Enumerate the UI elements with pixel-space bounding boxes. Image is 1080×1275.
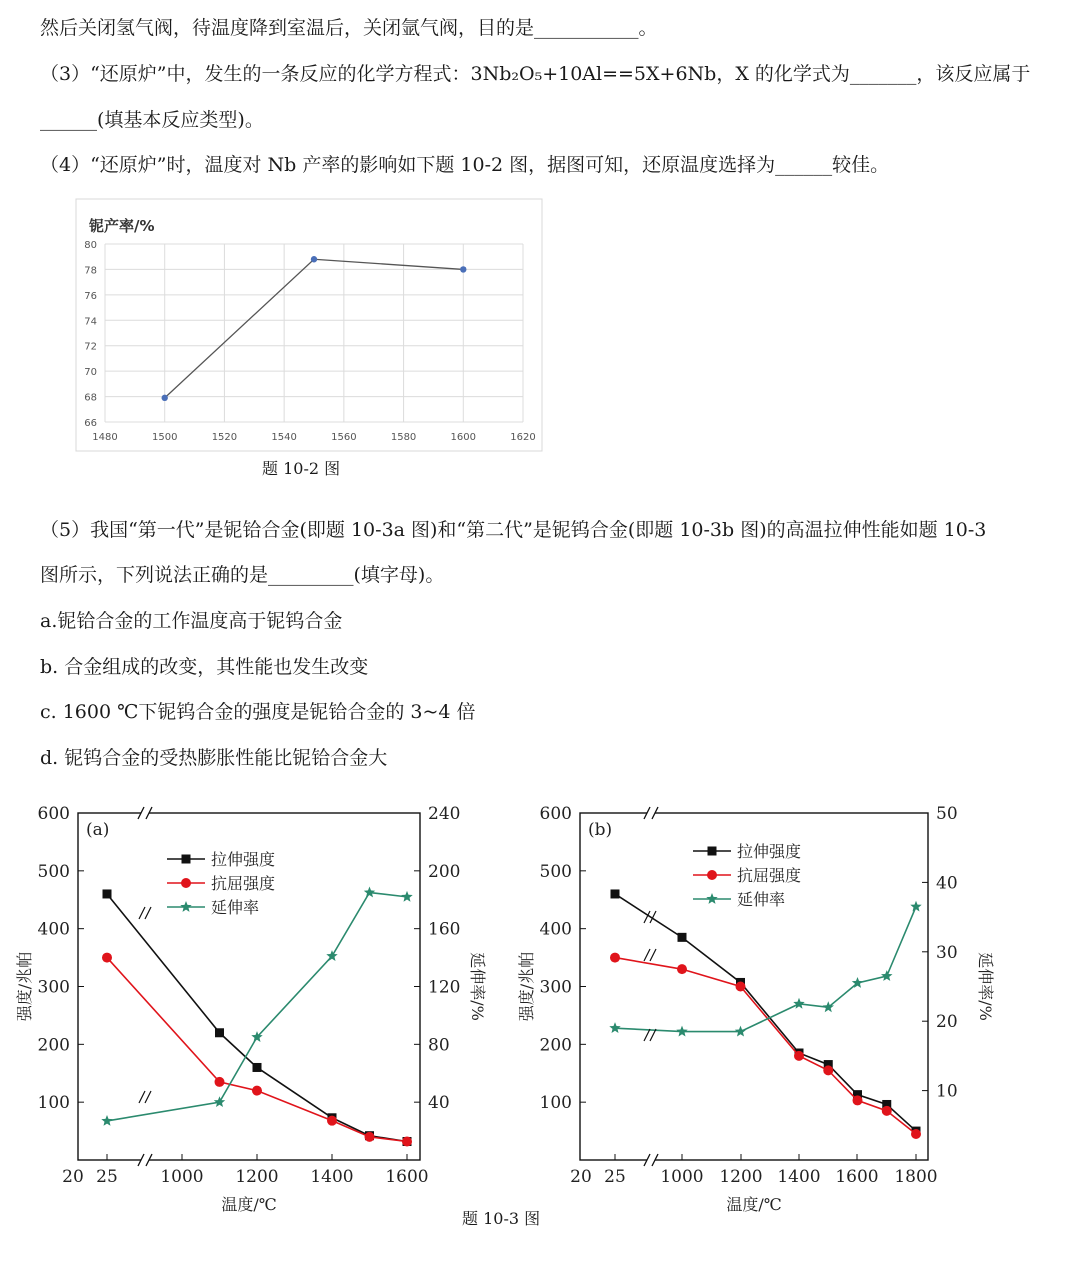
caption-fig-10-2: 题 10-2 图 [262, 459, 341, 478]
y-tick-label: 80 [84, 240, 97, 251]
legend-label: 抗屈强度 [211, 874, 276, 893]
marker-star [676, 1026, 687, 1037]
x-tick-label: 1580 [390, 432, 417, 443]
right-tick-label: 40 [428, 1093, 450, 1114]
y-axis-title-right: 延伸率/% [976, 952, 995, 1021]
x-tick-label: 1480 [92, 432, 118, 443]
marker-circle [911, 1129, 921, 1139]
marker-circle [181, 878, 191, 888]
text-line-6: 图所示，下列说法正确的是_________(填字母)。 [40, 564, 445, 586]
y-axis-title-left: 强度/兆帕 [15, 951, 34, 1022]
x-tick-label: 1620 [510, 432, 536, 443]
chart-title: 铌产率/% [89, 217, 155, 235]
data-point [311, 256, 317, 262]
y-tick-label: 76 [84, 290, 97, 302]
text-line-8: b. 合金组成的改变，其性能也发生改变 [40, 656, 369, 678]
marker-square [103, 889, 112, 898]
axis-break-gap [647, 807, 655, 819]
left-tick-label: 400 [37, 919, 70, 940]
legend-label: 抗屈强度 [737, 866, 802, 885]
line-break-mark [145, 1091, 151, 1103]
right-tick-label: 10 [936, 1081, 958, 1102]
line-break-mark [139, 1091, 145, 1103]
marker-star [609, 1022, 620, 1033]
axis-break-gap [141, 807, 149, 819]
y-tick-label: 66 [84, 418, 97, 429]
marker-star [214, 1096, 225, 1107]
chart-10-3a [10, 800, 500, 1214]
x-tick-label: 1800 [894, 1167, 938, 1187]
right-tick-label: 120 [428, 977, 461, 998]
marker-star [881, 970, 893, 981]
x-tick-label: 1500 [151, 432, 178, 443]
panel-label: (a) [86, 820, 110, 840]
x-tick-label: 1600 [385, 1167, 429, 1187]
marker-square [215, 1028, 224, 1037]
data-point [460, 266, 466, 272]
left-tick-label: 200 [37, 1035, 70, 1056]
left-tick-label: 400 [539, 919, 572, 940]
x-tick-label: 1000 [660, 1167, 704, 1187]
marker-circle [677, 964, 687, 974]
y-axis-title-right: 延伸率/% [468, 952, 487, 1021]
chart-nb-yield [75, 198, 545, 454]
left-tick-label: 300 [539, 977, 572, 998]
marker-star [823, 1001, 835, 1012]
y-tick-label: 74 [84, 316, 97, 328]
marker-circle [823, 1065, 833, 1075]
marker-square [182, 855, 191, 864]
left-tick-label: 100 [37, 1093, 70, 1114]
right-tick-label: 50 [936, 804, 958, 824]
text-line-3: ______(填基本反应类型)。 [40, 109, 264, 131]
marker-circle [882, 1106, 892, 1116]
marker-circle [853, 1095, 863, 1105]
marker-star [735, 1026, 746, 1037]
x-tick-label: 1520 [211, 432, 238, 443]
x-tick-label: 1600 [450, 432, 477, 443]
line-break-mark [644, 1029, 650, 1041]
marker-circle [610, 953, 620, 963]
x-axis-title: 温度/℃ [726, 1195, 782, 1214]
x-tick-label: 20 [570, 1167, 592, 1187]
text-line-4: （4）“还原炉”时，温度对 Nb 产率的影响如下题 10-2 图，据图可知，还原温度选择为______较佳。 [40, 154, 890, 176]
left-tick-label: 500 [37, 861, 70, 882]
x-tick-label: 1600 [835, 1167, 879, 1187]
y-tick-label: 72 [84, 341, 97, 353]
left-tick-label: 500 [539, 861, 572, 882]
left-tick-label: 300 [37, 977, 70, 998]
text-line-10: d. 铌钨合金的受热膨胀性能比铌铪合金大 [40, 747, 388, 769]
marker-star [180, 901, 191, 912]
x-tick-label: 1000 [160, 1167, 204, 1187]
text-line-7: a.铌铪合金的工作温度高于铌钨合金 [40, 610, 343, 632]
left-tick-label: 600 [37, 804, 70, 824]
line-break-mark [139, 907, 145, 919]
x-tick-label: 1200 [235, 1167, 279, 1187]
marker-circle [707, 870, 717, 880]
legend-label: 延伸率 [737, 890, 786, 909]
y-tick-label: 68 [84, 392, 97, 404]
y-tick-label: 70 [84, 367, 97, 379]
marker-square [708, 847, 717, 856]
marker-circle [736, 982, 746, 992]
marker-square [611, 889, 620, 898]
marker-star [364, 887, 375, 898]
line-break-mark [145, 907, 151, 919]
x-tick-label: 25 [604, 1167, 626, 1187]
legend-label: 拉伸强度 [737, 842, 802, 861]
marker-square [253, 1063, 262, 1072]
marker-star [706, 893, 717, 904]
marker-circle [252, 1086, 262, 1096]
marker-circle [102, 953, 112, 963]
line-break-mark [650, 949, 656, 961]
text-line-2: （3）“还原炉”中，发生的一条反应的化学方程式：3Nb₂O₅+10Al==5X+6Nb，X 的化学式为_______，该反应属于 [40, 63, 1031, 85]
axis-break-gap [647, 1154, 655, 1166]
marker-star [793, 998, 804, 1009]
right-tick-label: 40 [936, 873, 958, 894]
marker-star [101, 1115, 112, 1126]
marker-circle [327, 1116, 337, 1126]
right-tick-label: 20 [936, 1012, 958, 1033]
x-tick-label: 1400 [777, 1167, 821, 1187]
line-break-mark [644, 949, 650, 961]
marker-square [678, 933, 687, 942]
panel-label: (b) [588, 820, 613, 840]
y-axis-title-left: 强度/兆帕 [517, 951, 536, 1022]
x-tick-label: 20 [62, 1167, 84, 1187]
right-tick-label: 80 [428, 1035, 450, 1056]
text-line-5: （5）我国“第一代”是铌铪合金(即题 10-3a 图)和“第二代”是铌钨合金(即题 10-3b 图)的高温拉伸性能如题 10-3 [40, 519, 987, 541]
series-line-1 [615, 958, 916, 1134]
axis-break-gap [141, 1154, 149, 1166]
marker-circle [794, 1051, 804, 1061]
text-line-9: c. 1600 ℃下铌钨合金的强度是铌铪合金的 3~4 倍 [40, 701, 476, 723]
right-tick-label: 160 [428, 919, 461, 940]
left-tick-label: 200 [539, 1035, 572, 1056]
right-tick-label: 30 [936, 942, 958, 963]
text-line-1: 然后关闭氢气阀，待温度降到室温后，关闭氩气阀，目的是___________。 [40, 17, 658, 39]
marker-circle [215, 1077, 225, 1087]
legend-label: 延伸率 [211, 898, 260, 917]
left-tick-label: 100 [539, 1093, 572, 1114]
series-line-0 [615, 894, 916, 1131]
right-tick-label: 200 [428, 861, 461, 882]
x-axis-title: 温度/℃ [221, 1195, 277, 1214]
right-tick-label: 240 [428, 804, 461, 824]
x-tick-label: 25 [96, 1167, 118, 1187]
data-point [162, 395, 168, 401]
x-tick-label: 1200 [719, 1167, 763, 1187]
y-tick-label: 78 [84, 265, 97, 277]
x-tick-label: 1400 [310, 1167, 354, 1187]
legend-label: 拉伸强度 [211, 850, 276, 869]
caption-fig-10-3: 题 10-3 图 [462, 1209, 541, 1228]
marker-circle [365, 1132, 375, 1142]
marker-star [910, 901, 921, 912]
marker-star [401, 891, 412, 902]
left-tick-label: 600 [539, 804, 572, 824]
x-tick-label: 1560 [331, 432, 357, 443]
x-tick-label: 1540 [271, 432, 297, 443]
series-line-0 [107, 894, 407, 1142]
chart-frame [76, 199, 542, 451]
marker-circle [402, 1136, 412, 1146]
chart-10-3b [517, 800, 1000, 1214]
